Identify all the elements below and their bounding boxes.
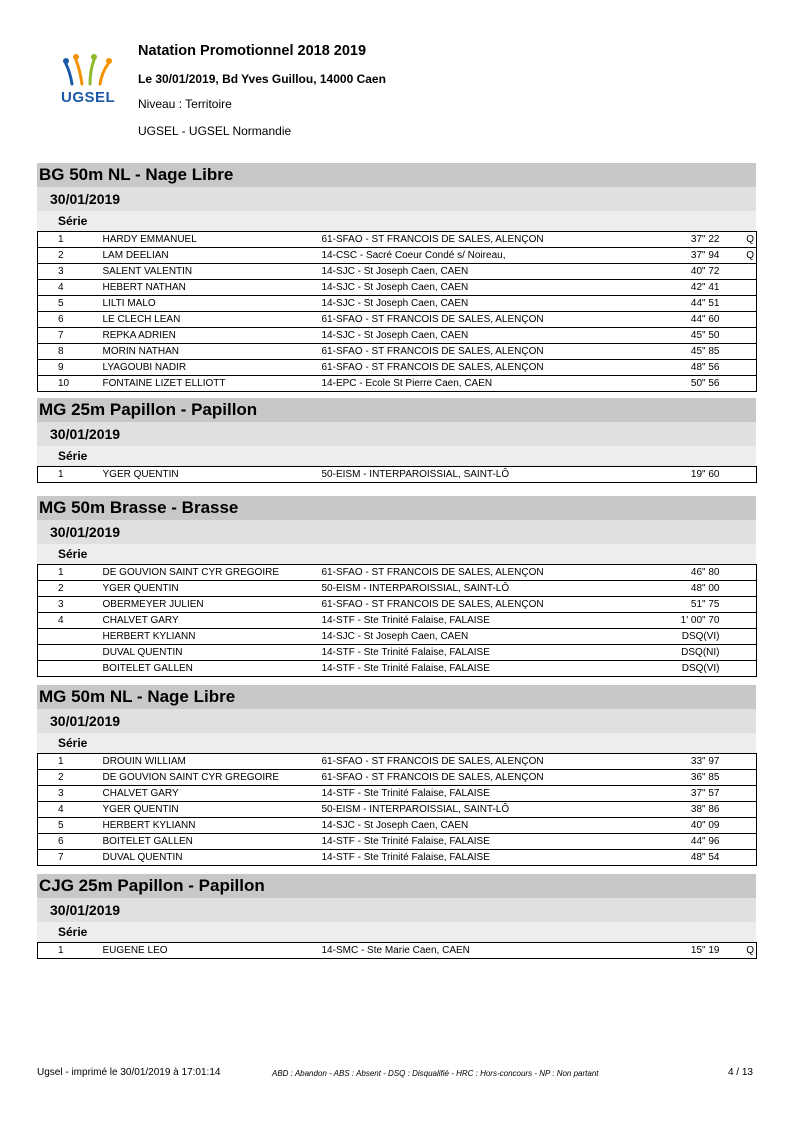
rank-cell: 5 <box>38 296 103 312</box>
logo-text: UGSEL <box>61 89 116 106</box>
results-table <box>37 942 757 959</box>
time-cell: 38" 86 <box>622 802 720 818</box>
club-cell: 14-CSC - Sacré Coeur Condé s/ Noireau, <box>322 248 622 264</box>
event-date: 30/01/2019 <box>37 898 756 922</box>
serie-label: Série <box>37 211 756 231</box>
result-row <box>38 818 757 834</box>
result-row <box>38 344 757 360</box>
rank-cell: 4 <box>38 613 103 629</box>
results-table <box>37 466 757 483</box>
rank-cell <box>38 661 103 677</box>
time-cell: 37" 22 <box>622 232 720 248</box>
swimmer-name-cell: HERBERT KYLIANN <box>103 818 322 834</box>
rank-cell <box>38 645 103 661</box>
swimmers-icon <box>60 52 130 88</box>
club-cell: 14-STF - Ste Trinité Falaise, FALAISE <box>322 850 622 866</box>
swimmer-name-cell: OBERMEYER JULIEN <box>103 597 322 613</box>
rank-cell: 2 <box>38 248 103 264</box>
time-cell: 19" 60 <box>622 467 720 483</box>
result-row <box>38 834 757 850</box>
rank-cell: 9 <box>38 360 103 376</box>
serie-label: Série <box>37 922 756 942</box>
time-cell: 46" 80 <box>622 565 720 581</box>
event-date: 30/01/2019 <box>37 422 756 446</box>
results-table <box>37 753 757 866</box>
serie-label: Série <box>37 544 756 564</box>
rank-cell: 1 <box>38 565 103 581</box>
qualified-cell <box>720 850 757 866</box>
time-cell: DSQ(NI) <box>622 645 720 661</box>
club-cell: 61-SFAO - ST FRANCOIS DE SALES, ALENÇON <box>322 232 622 248</box>
result-row <box>38 802 757 818</box>
swimmer-name-cell: DROUIN WILLIAM <box>103 754 322 770</box>
rank-cell <box>38 629 103 645</box>
club-cell: 14-SJC - St Joseph Caen, CAEN <box>322 264 622 280</box>
result-row <box>38 232 757 248</box>
rank-cell: 8 <box>38 344 103 360</box>
serie-label: Série <box>37 733 756 753</box>
swimmer-name-cell: MORIN NATHAN <box>103 344 322 360</box>
swimmer-name-cell: LILTI MALO <box>103 296 322 312</box>
time-cell: DSQ(VI) <box>622 629 720 645</box>
result-row <box>38 565 757 581</box>
rank-cell: 7 <box>38 328 103 344</box>
result-row <box>38 661 757 677</box>
time-cell: 33" 97 <box>622 754 720 770</box>
time-cell: 44" 60 <box>622 312 720 328</box>
event-date: 30/01/2019 <box>37 187 756 211</box>
qualified-cell <box>720 802 757 818</box>
qualified-cell <box>720 264 757 280</box>
time-cell: 45" 85 <box>622 344 720 360</box>
qualified-cell: Q <box>720 232 757 248</box>
qualified-cell <box>720 360 757 376</box>
club-cell: 14-EPC - Ecole St Pierre Caen, CAEN <box>322 376 622 392</box>
club-cell: 50-EISM - INTERPAROISSIAL, SAINT-LÔ <box>322 581 622 597</box>
rank-cell: 3 <box>38 264 103 280</box>
event-section <box>37 685 756 866</box>
club-cell: 50-EISM - INTERPAROISSIAL, SAINT-LÔ <box>322 467 622 483</box>
rank-cell: 3 <box>38 597 103 613</box>
qualified-cell <box>720 613 757 629</box>
rank-cell: 7 <box>38 850 103 866</box>
club-cell: 50-EISM - INTERPAROISSIAL, SAINT-LÔ <box>322 802 622 818</box>
results-table <box>37 564 757 677</box>
club-cell: 14-SJC - St Joseph Caen, CAEN <box>322 629 622 645</box>
club-cell: 14-SJC - St Joseph Caen, CAEN <box>322 328 622 344</box>
qualified-cell <box>720 786 757 802</box>
swimmer-name-cell: CHALVET GARY <box>103 786 322 802</box>
qualified-cell <box>720 818 757 834</box>
ugsel-logo <box>60 52 130 108</box>
rank-cell: 6 <box>38 834 103 850</box>
time-cell: 42" 41 <box>622 280 720 296</box>
club-cell: 14-SJC - St Joseph Caen, CAEN <box>322 818 622 834</box>
event-date: 30/01/2019 <box>37 520 756 544</box>
swimmer-name-cell: DUVAL QUENTIN <box>103 645 322 661</box>
qualified-cell <box>720 344 757 360</box>
rank-cell: 10 <box>38 376 103 392</box>
swimmer-name-cell: FONTAINE LIZET ELLIOTT <box>103 376 322 392</box>
result-row <box>38 376 757 392</box>
time-cell: DSQ(VI) <box>622 661 720 677</box>
swimmer-name-cell: HEBERT NATHAN <box>103 280 322 296</box>
swimmer-name-cell: DUVAL QUENTIN <box>103 850 322 866</box>
club-cell: 61-SFAO - ST FRANCOIS DE SALES, ALENÇON <box>322 360 622 376</box>
time-cell: 37" 57 <box>622 786 720 802</box>
page-header <box>0 0 793 150</box>
abbreviation-legend: ABD : Abandon - ABS : Absent - DSQ : Disqualifié - HRC : Hors-concours - NP : Non partant <box>272 1069 599 1078</box>
document-title: Natation Promotionnel 2018 2019 <box>138 43 367 59</box>
club-cell: 14-STF - Ste Trinité Falaise, FALAISE <box>322 645 622 661</box>
qualified-cell <box>720 770 757 786</box>
club-cell: 61-SFAO - ST FRANCOIS DE SALES, ALENÇON <box>322 312 622 328</box>
club-cell: 14-SMC - Ste Marie Caen, CAEN <box>322 943 622 959</box>
result-row <box>38 328 757 344</box>
rank-cell: 1 <box>38 232 103 248</box>
page-number: 4 / 13 <box>727 1067 753 1078</box>
event-section <box>37 874 756 959</box>
qualified-cell <box>720 312 757 328</box>
time-cell: 40" 72 <box>622 264 720 280</box>
club-cell: 61-SFAO - ST FRANCOIS DE SALES, ALENÇON <box>322 344 622 360</box>
result-row <box>38 770 757 786</box>
club-cell: 61-SFAO - ST FRANCOIS DE SALES, ALENÇON <box>322 597 622 613</box>
result-row <box>38 467 757 483</box>
rank-cell: 5 <box>38 818 103 834</box>
result-row <box>38 581 757 597</box>
rank-cell: 2 <box>38 581 103 597</box>
time-cell: 1' 00" 70 <box>622 613 720 629</box>
rank-cell: 4 <box>38 280 103 296</box>
event-date: 30/01/2019 <box>37 709 756 733</box>
rank-cell: 2 <box>38 770 103 786</box>
qualified-cell: Q <box>720 248 757 264</box>
club-cell: 14-STF - Ste Trinité Falaise, FALAISE <box>322 613 622 629</box>
swimmer-name-cell: BOITELET GALLEN <box>103 834 322 850</box>
qualified-cell <box>720 645 757 661</box>
qualified-cell <box>720 754 757 770</box>
event-section <box>37 496 756 677</box>
result-row <box>38 754 757 770</box>
time-cell: 44" 51 <box>622 296 720 312</box>
swimmer-name-cell: YGER QUENTIN <box>103 802 322 818</box>
qualified-cell <box>720 565 757 581</box>
result-row <box>38 613 757 629</box>
club-cell: 14-STF - Ste Trinité Falaise, FALAISE <box>322 834 622 850</box>
swimmer-name-cell: SALENT VALENTIN <box>103 264 322 280</box>
swimmer-name-cell: CHALVET GARY <box>103 613 322 629</box>
rank-cell: 1 <box>38 754 103 770</box>
result-row <box>38 264 757 280</box>
qualified-cell <box>720 834 757 850</box>
qualified-cell <box>720 467 757 483</box>
organisation-text: UGSEL - UGSEL Normandie <box>138 124 292 138</box>
result-row <box>38 248 757 264</box>
qualified-cell <box>720 581 757 597</box>
time-cell: 48" 00 <box>622 581 720 597</box>
result-row <box>38 280 757 296</box>
club-cell: 61-SFAO - ST FRANCOIS DE SALES, ALENÇON <box>322 754 622 770</box>
result-row <box>38 597 757 613</box>
qualified-cell <box>720 376 757 392</box>
swimmer-name-cell: HARDY EMMANUEL <box>103 232 322 248</box>
swimmer-name-cell: BOITELET GALLEN <box>103 661 322 677</box>
rank-cell: 1 <box>38 467 103 483</box>
qualified-cell <box>720 597 757 613</box>
rank-cell: 4 <box>38 802 103 818</box>
time-cell: 37" 94 <box>622 248 720 264</box>
event-title: MG 25m Papillon - Papillon <box>37 398 756 422</box>
swimmer-name-cell: EUGENE LEO <box>103 943 322 959</box>
qualified-cell <box>720 296 757 312</box>
event-section <box>37 163 756 392</box>
rank-cell: 3 <box>38 786 103 802</box>
event-title: BG 50m NL - Nage Libre <box>37 163 756 187</box>
print-info: Ugsel - imprimé le 30/01/2019 à 17:01:14 <box>37 1067 221 1078</box>
club-cell: 61-SFAO - ST FRANCOIS DE SALES, ALENÇON <box>322 770 622 786</box>
event-title: CJG 25m Papillon - Papillon <box>37 874 756 898</box>
swimmer-name-cell: YGER QUENTIN <box>103 581 322 597</box>
result-row <box>38 629 757 645</box>
qualified-cell <box>720 280 757 296</box>
swimmer-name-cell: REPKA ADRIEN <box>103 328 322 344</box>
event-title: MG 50m NL - Nage Libre <box>37 685 756 709</box>
swimmer-name-cell: LE CLECH LEAN <box>103 312 322 328</box>
swimmer-name-cell: HERBERT KYLIANN <box>103 629 322 645</box>
time-cell: 50" 56 <box>622 376 720 392</box>
level-text: Niveau : Territoire <box>138 97 232 111</box>
club-cell: 14-SJC - St Joseph Caen, CAEN <box>322 296 622 312</box>
results-table <box>37 231 757 392</box>
swimmer-name-cell: LAM DEELIAN <box>103 248 322 264</box>
club-cell: 61-SFAO - ST FRANCOIS DE SALES, ALENÇON <box>322 565 622 581</box>
event-title: MG 50m Brasse - Brasse <box>37 496 756 520</box>
result-row <box>38 360 757 376</box>
swimmer-name-cell: DE GOUVION SAINT CYR GREGOIRE <box>103 565 322 581</box>
serie-label: Série <box>37 446 756 466</box>
result-row <box>38 850 757 866</box>
swimmer-name-cell: YGER QUENTIN <box>103 467 322 483</box>
result-row <box>38 312 757 328</box>
rank-cell: 6 <box>38 312 103 328</box>
club-cell: 14-STF - Ste Trinité Falaise, FALAISE <box>322 786 622 802</box>
result-row <box>38 943 757 959</box>
result-row <box>38 645 757 661</box>
club-cell: 14-SJC - St Joseph Caen, CAEN <box>322 280 622 296</box>
result-row <box>38 296 757 312</box>
document-subtitle: Le 30/01/2019, Bd Yves Guillou, 14000 Caen <box>138 72 386 86</box>
time-cell: 44" 96 <box>622 834 720 850</box>
qualified-cell: Q <box>720 943 757 959</box>
qualified-cell <box>720 629 757 645</box>
swimmer-name-cell: DE GOUVION SAINT CYR GREGOIRE <box>103 770 322 786</box>
event-section <box>37 398 756 483</box>
swimmer-name-cell: LYAGOUBI NADIR <box>103 360 322 376</box>
time-cell: 15" 19 <box>622 943 720 959</box>
time-cell: 48" 54 <box>622 850 720 866</box>
time-cell: 36" 85 <box>622 770 720 786</box>
result-row <box>38 786 757 802</box>
club-cell: 14-STF - Ste Trinité Falaise, FALAISE <box>322 661 622 677</box>
time-cell: 45" 50 <box>622 328 720 344</box>
rank-cell: 1 <box>38 943 103 959</box>
time-cell: 51" 75 <box>622 597 720 613</box>
qualified-cell <box>720 661 757 677</box>
time-cell: 48" 56 <box>622 360 720 376</box>
time-cell: 40" 09 <box>622 818 720 834</box>
qualified-cell <box>720 328 757 344</box>
